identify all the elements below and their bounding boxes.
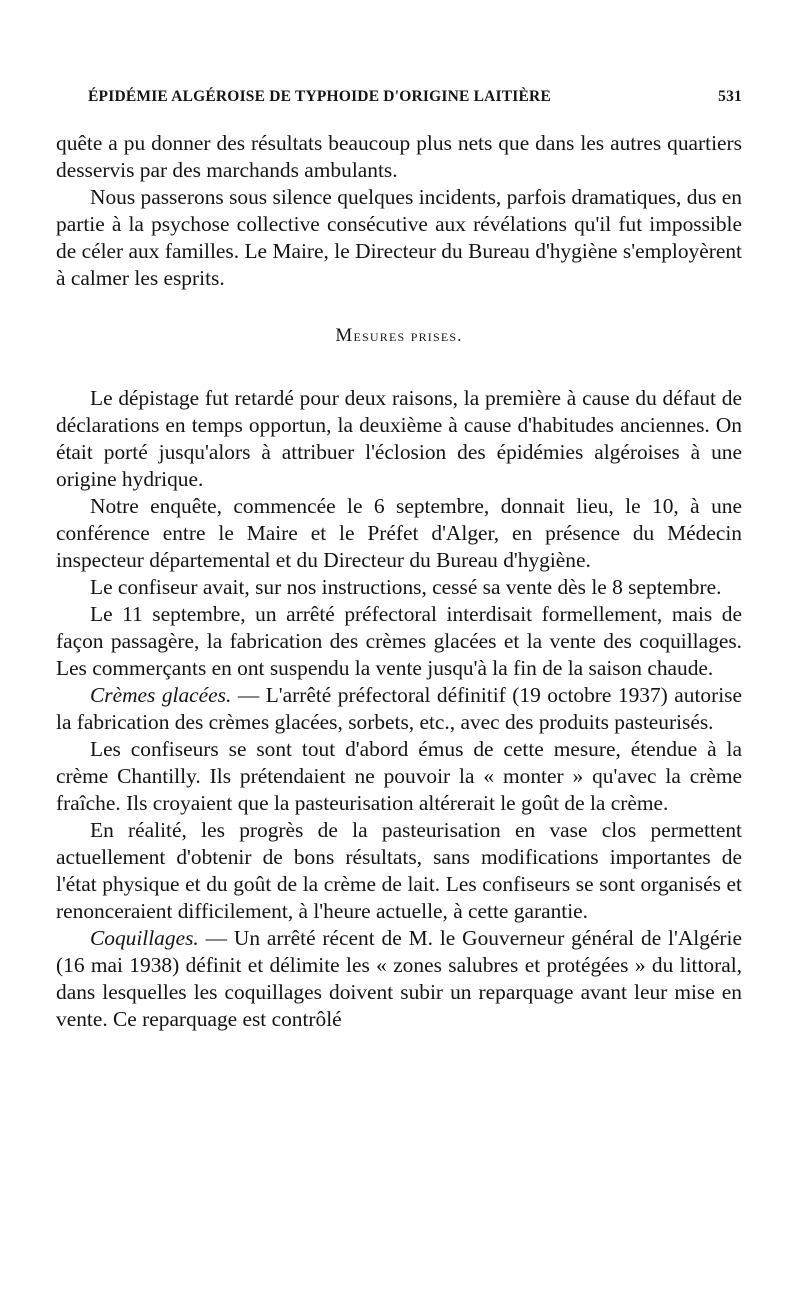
paragraph-enquete: Notre enquête, commencée le 6 septembre, donnait lieu, le 10, à une conférence entre le Maire et le Préfet d'Alger, en présence du Médecin inspecteur départemental et du Directeur du Bureau d'hygiène. bbox=[56, 494, 742, 572]
page bbox=[56, 88, 742, 1033]
paragraph-incidents: Nous passerons sous silence quelques incidents, parfois dramatiques, dus en partie à la psychose collective consécutive aux révélations qu'il fut impossible de céler aux familles. Le Maire, le Directeur du Bureau d'hygiène s'employèrent à calmer les esprits. bbox=[56, 185, 742, 290]
paragraph-depistage: Le dépistage fut retardé pour deux raisons, la première à cause du défaut de déclarations en temps opportun, la deuxième à cause d'habitudes anciennes. On était porté jusqu'alors à attribuer l'éclosion des épidémies algéroises à une origine hydrique. bbox=[56, 386, 742, 491]
page-number: 531 bbox=[718, 88, 742, 105]
running-head bbox=[88, 88, 742, 118]
cremes-glacees-label: Crèmes glacées. bbox=[90, 683, 232, 707]
paragraph-cremes-glacees bbox=[56, 682, 742, 736]
paragraph-confiseur: Le confiseur avait, sur nos instructions, cessé sa vente dès le 8 septembre. bbox=[90, 575, 722, 599]
paragraph-confiseurs-emus: Les confiseurs se sont tout d'abord émus de cette mesure, étendue à la crème Chantilly. Ils prétendaient ne pouvoir la « monter » qu'avec la crème fraîche. Ils croyaient que la pasteurisation altérerait le goût de la crème. bbox=[56, 737, 742, 815]
cremes-glacees-text: — L'arrêté préfectoral définitif (19 octobre 1937) autorise la fabrication des crèmes glacées, sorbets, etc., avec des produits pasteurisés. bbox=[56, 683, 742, 734]
coquillages-label: Coquillages. bbox=[90, 926, 199, 950]
coquillages-text: — Un arrêté récent de M. le Gouverneur général de l'Algérie (16 mai 1938) définit et délimite les « zones salubres et protégées » du littoral, dans lesquelles les coquillages doivent subir un reparquage avant leur mise en vente. Ce reparquage est contrôlé bbox=[56, 926, 742, 1031]
paragraph-arrete: Le 11 septembre, un arrêté préfectoral interdisait formellement, mais de façon passagère, la fabrication des crèmes glacées et la vente des coquillages. Les commerçants en ont suspendu la vente jusqu'à la fin de la saison chaude. bbox=[56, 602, 742, 680]
paragraph-pasteurisation: En réalité, les progrès de la pasteurisation en vase clos permettent actuellement d'obtenir de bons résultats, sans modifications importantes de l'état physique et du goût de la crème de lait. Les confiseurs se sont organisés et renonceraient difficilement, à l'heure actuelle, à cette garantie. bbox=[56, 818, 742, 923]
section-heading-initial: M bbox=[335, 325, 354, 346]
paragraph-continuation: quête a pu donner des résultats beaucoup plus nets que dans les autres quartiers desservis par des marchands ambulants. bbox=[56, 131, 742, 182]
paragraph-coquillages bbox=[56, 925, 742, 1033]
section-heading bbox=[56, 326, 742, 346]
section-heading-text: esures prises. bbox=[353, 326, 463, 345]
running-title: ÉPIDÉMIE ALGÉROISE DE TYPHOIDE D'ORIGINE LAITIÈRE bbox=[88, 88, 551, 105]
